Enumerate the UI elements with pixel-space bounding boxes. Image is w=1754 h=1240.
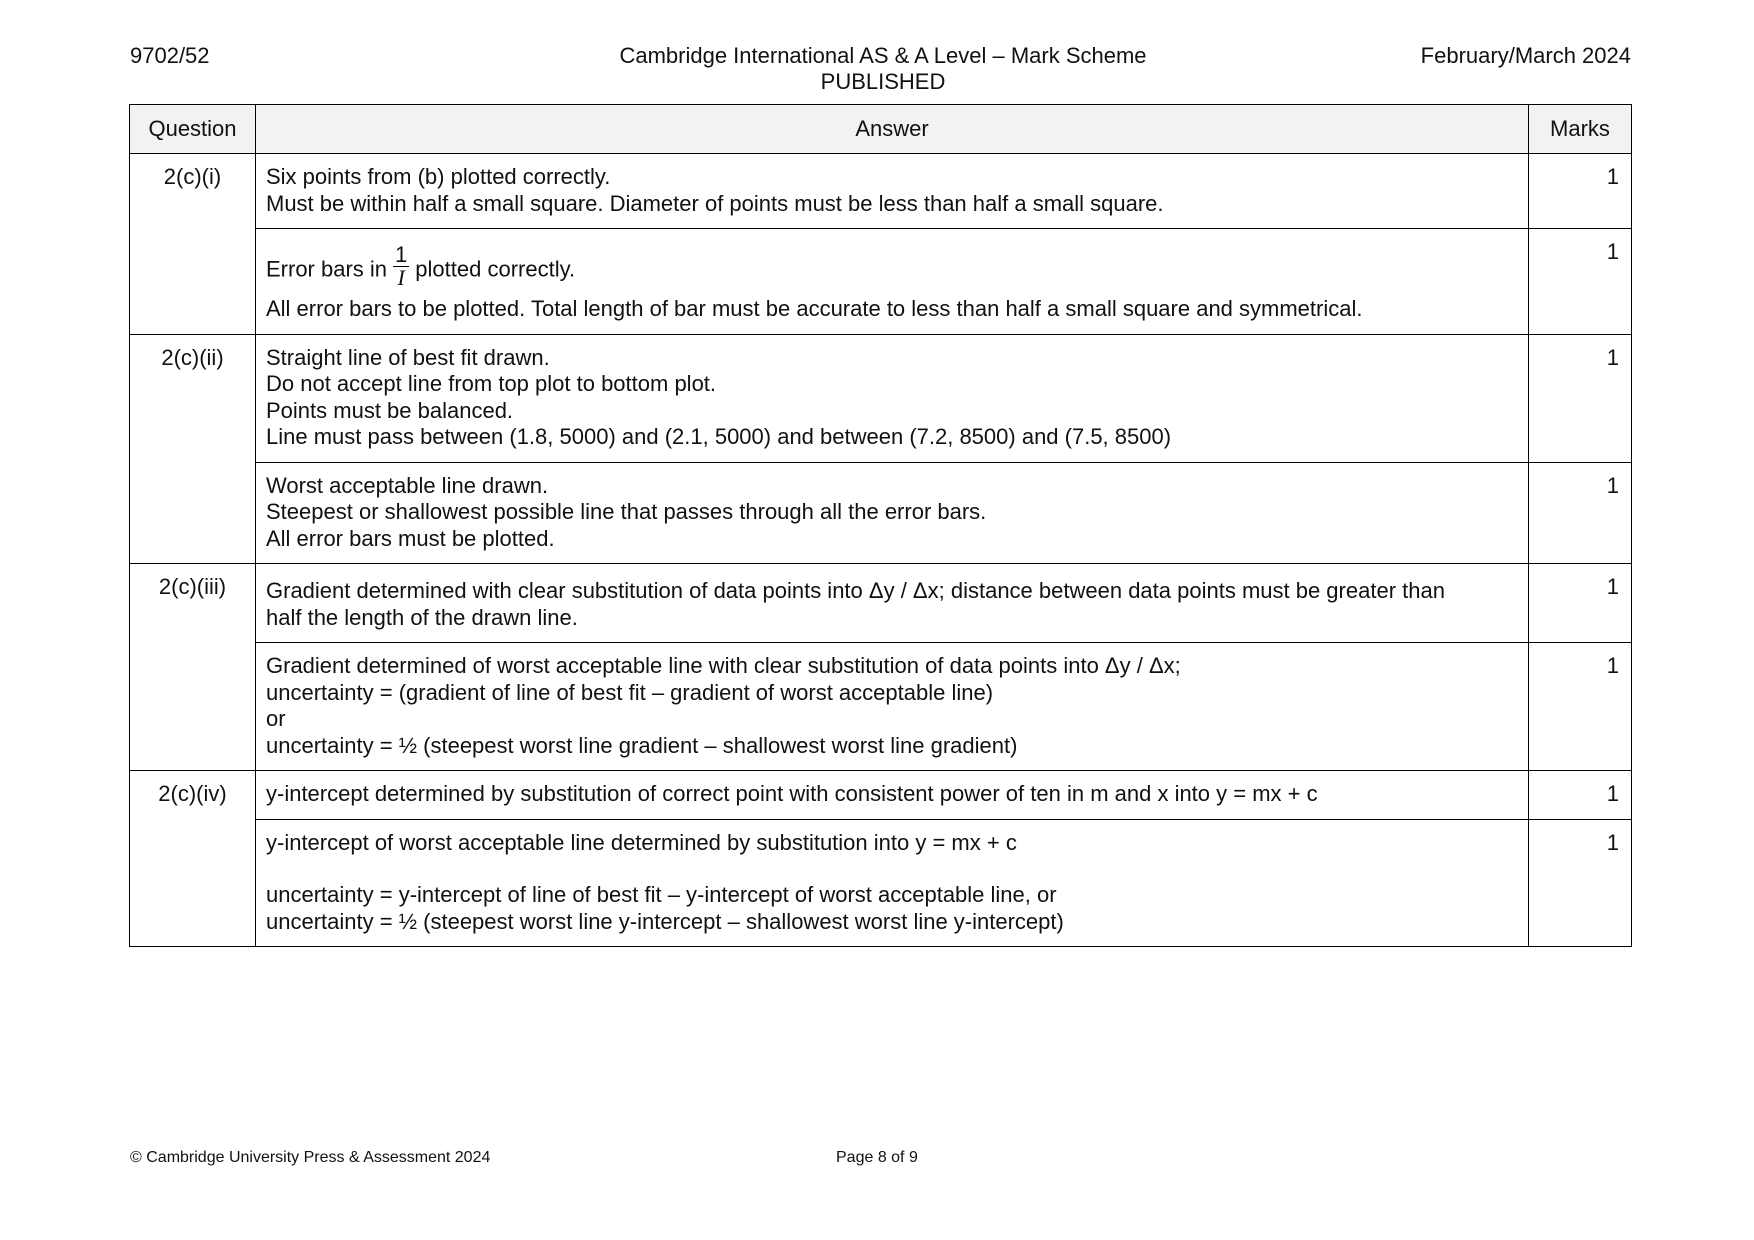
document-title: Cambridge International AS & A Level – Mark Scheme bbox=[619, 43, 1147, 68]
table-row bbox=[130, 154, 1632, 229]
answer-line: Gradient determined with clear substitution of data points into Δy / Δx; distance between data points must be greater than bbox=[266, 578, 1445, 603]
table-header-row bbox=[130, 105, 1632, 154]
answer-line: y-intercept of worst acceptable line determined by substitution into y = mx + c bbox=[266, 829, 1017, 855]
table-row bbox=[130, 564, 1632, 643]
answer-line-with-fraction bbox=[266, 239, 1518, 288]
answer-cell bbox=[256, 771, 1529, 820]
question-number: 2(c)(iii) bbox=[130, 564, 256, 771]
marks-value: 1 bbox=[1529, 564, 1632, 643]
table-row bbox=[130, 229, 1632, 335]
answer-text: Error bars in bbox=[266, 256, 388, 282]
answer-line: uncertainty = y-intercept of line of best fit – y-intercept of worst acceptable line, or bbox=[266, 882, 1057, 907]
answer-line: or bbox=[266, 706, 286, 731]
answer-cell bbox=[256, 229, 1529, 335]
fraction-numerator: 1 bbox=[395, 242, 408, 267]
answer-column-header: Answer bbox=[256, 105, 1529, 154]
answer-line: All error bars must be plotted. bbox=[266, 525, 555, 551]
copyright-notice: © Cambridge University Press & Assessment 2024 bbox=[130, 1149, 491, 1166]
answer-line: Points must be balanced. bbox=[266, 397, 514, 423]
page-number: Page 8 of 9 bbox=[836, 1149, 918, 1166]
marks-value: 1 bbox=[1529, 334, 1632, 462]
table-row bbox=[130, 334, 1632, 462]
table-row bbox=[130, 819, 1632, 947]
marks-value: 1 bbox=[1529, 462, 1632, 564]
exam-session: February/March 2024 bbox=[1420, 43, 1631, 68]
document-subtitle: PUBLISHED bbox=[820, 69, 946, 94]
answer-line: Do not accept line from top plot to bottom plot. bbox=[266, 371, 717, 396]
answer-line: Gradient determined of worst acceptable line with clear substitution of data points into Δy / Δx; bbox=[266, 653, 1181, 678]
answer-line: uncertainty = (gradient of line of best fit – gradient of worst acceptable line) bbox=[266, 679, 994, 705]
question-number: 2(c)(i) bbox=[130, 154, 256, 335]
answer-line: Must be within half a small square. Diameter of points must be less than half a small square. bbox=[266, 190, 1164, 216]
answer-line: uncertainty = ½ (steepest worst line y-intercept – shallowest worst line y-intercept) bbox=[266, 908, 1064, 934]
answer-line: Six points from (b) plotted correctly. bbox=[266, 164, 611, 189]
table-row bbox=[130, 643, 1632, 771]
marks-value: 1 bbox=[1529, 819, 1632, 947]
answer-cell bbox=[256, 462, 1529, 564]
answer-text: plotted correctly. bbox=[415, 256, 576, 282]
fraction bbox=[393, 242, 409, 290]
table-row bbox=[130, 462, 1632, 564]
question-number: 2(c)(ii) bbox=[130, 334, 256, 564]
mark-scheme-table bbox=[129, 104, 1632, 947]
answer-line: y-intercept determined by substitution of correct point with consistent power of ten in m and x into y = mx + c bbox=[266, 781, 1318, 806]
answer-line: All error bars to be plotted. Total length of bar must be accurate to less than half a small square and symmetrical. bbox=[266, 296, 1363, 321]
answer-line: Steepest or shallowest possible line that passes through all the error bars. bbox=[266, 499, 987, 524]
answer-cell bbox=[256, 334, 1529, 462]
marks-value: 1 bbox=[1529, 643, 1632, 771]
answer-line: Straight line of best fit drawn. bbox=[266, 344, 550, 370]
question-column-header: Question bbox=[130, 105, 256, 154]
answer-line: half the length of the drawn line. bbox=[266, 604, 578, 630]
marks-column-header: Marks bbox=[1529, 105, 1632, 154]
marks-value: 1 bbox=[1529, 229, 1632, 335]
answer-line: Worst acceptable line drawn. bbox=[266, 472, 549, 498]
answer-line: Line must pass between (1.8, 5000) and (2.1, 5000) and between (7.2, 8500) and (7.5, 8500) bbox=[266, 424, 1172, 449]
answer-cell bbox=[256, 819, 1529, 947]
table-row bbox=[130, 771, 1632, 820]
marks-value: 1 bbox=[1529, 771, 1632, 820]
answer-cell bbox=[256, 154, 1529, 229]
question-number: 2(c)(iv) bbox=[130, 771, 256, 947]
paper-code: 9702/52 bbox=[130, 43, 210, 68]
answer-cell bbox=[256, 564, 1529, 643]
marks-value: 1 bbox=[1529, 154, 1632, 229]
blank-line bbox=[266, 856, 1518, 882]
fraction-denominator: I bbox=[397, 265, 405, 290]
answer-line: uncertainty = ½ (steepest worst line gradient – shallowest worst line gradient) bbox=[266, 732, 1018, 758]
answer-cell bbox=[256, 643, 1529, 771]
